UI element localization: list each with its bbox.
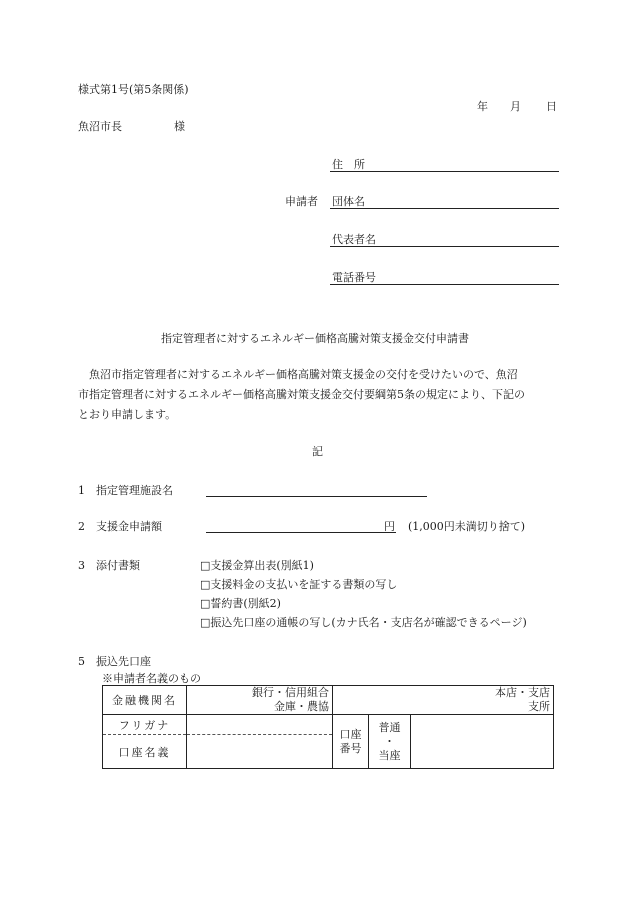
- institution-types-line1: 銀行・信用組合: [252, 686, 329, 699]
- account-number-label-cell: [333, 715, 369, 769]
- item5-note: ※申請者名義のもの: [102, 672, 201, 685]
- group-name-line[interactable]: [330, 208, 559, 209]
- applicant-label: 申請者: [285, 195, 318, 208]
- amount-unit: 円: [384, 520, 395, 533]
- holder-input-cell[interactable]: [187, 735, 333, 769]
- date-day-label: 日: [546, 100, 557, 113]
- item5-label: 振込先口座: [96, 655, 151, 668]
- facility-name-line[interactable]: [206, 496, 427, 497]
- phone-line[interactable]: [330, 284, 559, 285]
- branch-name-cell[interactable]: [333, 686, 554, 715]
- address-line[interactable]: [330, 171, 559, 172]
- attachment-checkbox-2[interactable]: □支援料金の支払いを証する書類の写し: [200, 578, 398, 591]
- account-number-input-cell[interactable]: [411, 715, 554, 769]
- representative-line[interactable]: [330, 246, 559, 247]
- phone-label: 電話番号: [332, 271, 376, 284]
- account-type-cell[interactable]: [369, 715, 411, 769]
- furigana-input-cell[interactable]: [187, 715, 333, 735]
- addressee-honorific: 様: [174, 120, 185, 133]
- body-line-1: 魚沼市指定管理者に対するエネルギー価格高騰対策支援金の交付を受けたいので、魚沼: [89, 368, 518, 381]
- amount-note: (1,000円未満切り捨て): [408, 520, 526, 533]
- account-type-line3: 当座: [378, 748, 401, 762]
- date-month-label: 月: [510, 100, 521, 113]
- item3-label: 添付書類: [96, 559, 140, 572]
- institution-types-line2: 金庫・農協: [274, 700, 329, 713]
- furigana-row: [103, 715, 554, 735]
- account-number-label-line2: 番号: [339, 741, 362, 755]
- bank-account-table: [102, 685, 554, 769]
- body-line-3: とおり申請します。: [78, 408, 177, 421]
- form-number: 様式第1号(第5条関係): [78, 83, 189, 96]
- furigana-label: フリガナ: [103, 715, 187, 735]
- group-name-label: 団体名: [332, 195, 365, 208]
- addressee: 魚沼市長: [78, 120, 122, 133]
- date-year-label: 年: [477, 100, 488, 113]
- item2-label: 支援金申請額: [96, 520, 162, 533]
- amount-line[interactable]: [206, 532, 396, 533]
- institution-name-cell[interactable]: [187, 686, 333, 715]
- document-title: 指定管理者に対するエネルギー価格高騰対策支援金交付申請書: [161, 332, 469, 345]
- attachment-checkbox-4[interactable]: □振込先口座の通帳の写し(カナ氏名・支店名が確認できるページ): [200, 616, 527, 629]
- account-type-line1: 普通: [378, 720, 401, 734]
- branch-types-line1: 本店・支店: [495, 686, 551, 699]
- item3-number: 3: [78, 559, 85, 572]
- body-paragraph: [78, 365, 561, 425]
- address-label: 住 所: [332, 158, 365, 171]
- representative-label: 代表者名: [332, 233, 376, 246]
- branch-types-line2: 支所: [528, 700, 551, 713]
- holder-label: 口座名義: [103, 735, 187, 769]
- item5-number: 5: [78, 655, 85, 668]
- institution-label: 金融機関名: [103, 686, 187, 715]
- item2-number: 2: [78, 520, 85, 533]
- institution-row: [103, 686, 554, 715]
- body-line-2: 市指定管理者に対するエネルギー価格高騰対策支援金交付要綱第5条の規定により、下記の: [78, 388, 525, 401]
- item1-label: 指定管理施設名: [96, 484, 173, 497]
- ki-mark: 記: [312, 445, 323, 458]
- attachment-checkbox-1[interactable]: □支援金算出表(別紙1): [200, 559, 314, 572]
- attachment-checkbox-3[interactable]: □誓約書(別紙2): [200, 597, 281, 610]
- account-number-label-line1: 口座: [339, 727, 362, 741]
- account-type-line2: ・: [384, 734, 395, 748]
- item1-number: 1: [78, 484, 85, 497]
